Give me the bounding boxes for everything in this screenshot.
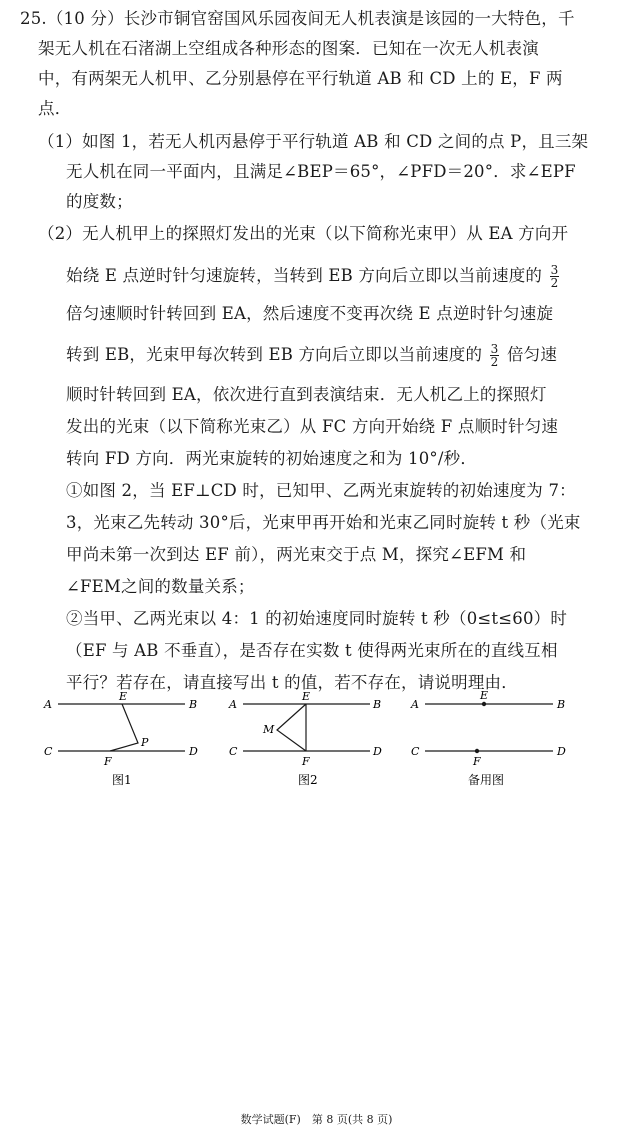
path-e-m-f xyxy=(277,704,306,751)
label-f: F xyxy=(473,755,481,768)
problem-line: 发出的光束（以下简称光束乙）从 FC 方向开始绕 F 点顺时针匀速 xyxy=(66,417,559,436)
label-d: D xyxy=(373,745,382,758)
label-e: E xyxy=(480,689,489,702)
problem-line: 中，有两架无人机甲、乙分别悬停在平行轨道 AB 和 CD 上的 E，F 两 xyxy=(38,69,563,88)
figure-2 xyxy=(228,690,382,787)
label-a: A xyxy=(411,698,419,711)
problem-line: 顺时针转回到 EA，依次进行直到表演结束．无人机乙上的探照灯 xyxy=(66,385,547,404)
label-d: D xyxy=(557,745,566,758)
label-b: B xyxy=(557,698,566,711)
problem-line: 倍匀速顺时针转回到 EA，然后速度不变再次绕 E 点逆时针匀速旋 xyxy=(66,304,554,323)
fraction-denominator: 2 xyxy=(550,276,559,290)
path-e-p-f xyxy=(110,704,138,751)
label-a: A xyxy=(44,698,52,711)
problem-line: 无人机在同一平面内，且满足∠BEP＝65°，∠PFD＝20°．求∠EPF xyxy=(66,162,576,181)
fraction-three-halves xyxy=(550,264,560,289)
problem-line: 的度数； xyxy=(66,192,133,211)
label-b: B xyxy=(189,698,198,711)
problem-line: （EF 与 AB 不垂直），是否存在实数 t 使得两光束所在的直线互相 xyxy=(66,641,558,660)
problem-line-with-fraction xyxy=(66,264,561,289)
problem-line: （1）如图 1，若无人机丙悬停于平行轨道 AB 和 CD 之间的点 P，且三架 xyxy=(38,132,589,151)
point-f xyxy=(475,749,479,753)
problem-line: 3，光束乙先转动 30°后，光束甲再开始和光束乙同时旋转 t 秒（光束 xyxy=(66,513,581,532)
problem-line: 点． xyxy=(38,99,72,118)
figure-1 xyxy=(43,690,198,787)
label-d: D xyxy=(189,745,198,758)
label-m: M xyxy=(263,723,275,736)
label-f: F xyxy=(302,755,310,768)
label-c: C xyxy=(229,745,238,758)
fraction-denominator: 2 xyxy=(490,355,499,369)
figure-3 xyxy=(410,689,566,787)
problem-line: 转向 FD 方向．两光束旋转的初始速度之和为 10°/秒． xyxy=(66,449,478,468)
page-footer: 数学试题(F) 第 8 页(共 8 页) xyxy=(240,1113,393,1126)
figures xyxy=(0,688,633,798)
problem-line: 架无人机在石渚湖上空组成各种形态的图案．已知在一次无人机表演 xyxy=(38,39,539,58)
point-e xyxy=(482,702,486,706)
caption-figure-3: 备用图 xyxy=(468,773,505,787)
problem-line: 25.（10 分）长沙市铜官窑国风乐园夜间无人机表演是该园的一大特色，千 xyxy=(20,9,575,28)
text-segment: 倍匀速 xyxy=(506,345,558,364)
problem-line: 甲尚未第一次到达 EF 前），两光束交于点 M，探究∠EFM 和 xyxy=(66,545,527,564)
label-b: B xyxy=(373,698,382,711)
label-c: C xyxy=(44,745,53,758)
problem-line: ∠FEM之间的数量关系； xyxy=(66,577,255,596)
problem-line: （2）无人机甲上的探照灯发出的光束（以下简称光束甲）从 EA 方向开 xyxy=(38,224,569,243)
fraction-three-halves xyxy=(490,343,500,368)
label-p: P xyxy=(141,736,149,749)
problem-line: 平行？若存在，请直接写出 t 的值，若不存在，请说明理由． xyxy=(66,673,518,692)
problem-line: ②当甲、乙两光束以 4：1 的初始速度同时旋转 t 秒（0≤t≤60）时 xyxy=(66,609,568,628)
caption-figure-1: 图1 xyxy=(112,773,132,787)
label-e: E xyxy=(119,690,128,703)
label-f: F xyxy=(104,755,112,768)
label-a: A xyxy=(229,698,237,711)
fraction-numerator: 3 xyxy=(490,342,499,356)
fraction-numerator: 3 xyxy=(550,263,559,277)
problem-line-with-fraction xyxy=(66,343,557,368)
text-segment: 转到 EB，光束甲每次转到 EB 方向后立即以当前速度的 xyxy=(66,345,483,364)
caption-figure-2: 图2 xyxy=(298,773,318,787)
label-c: C xyxy=(411,745,420,758)
label-e: E xyxy=(302,690,311,703)
text-segment: 始绕 E 点逆时针匀速旋转，当转到 EB 方向后立即以当前速度的 xyxy=(66,266,543,285)
problem-line: ①如图 2，当 EF⊥CD 时，已知甲、乙两光束旋转的初始速度为 7： xyxy=(66,481,576,500)
